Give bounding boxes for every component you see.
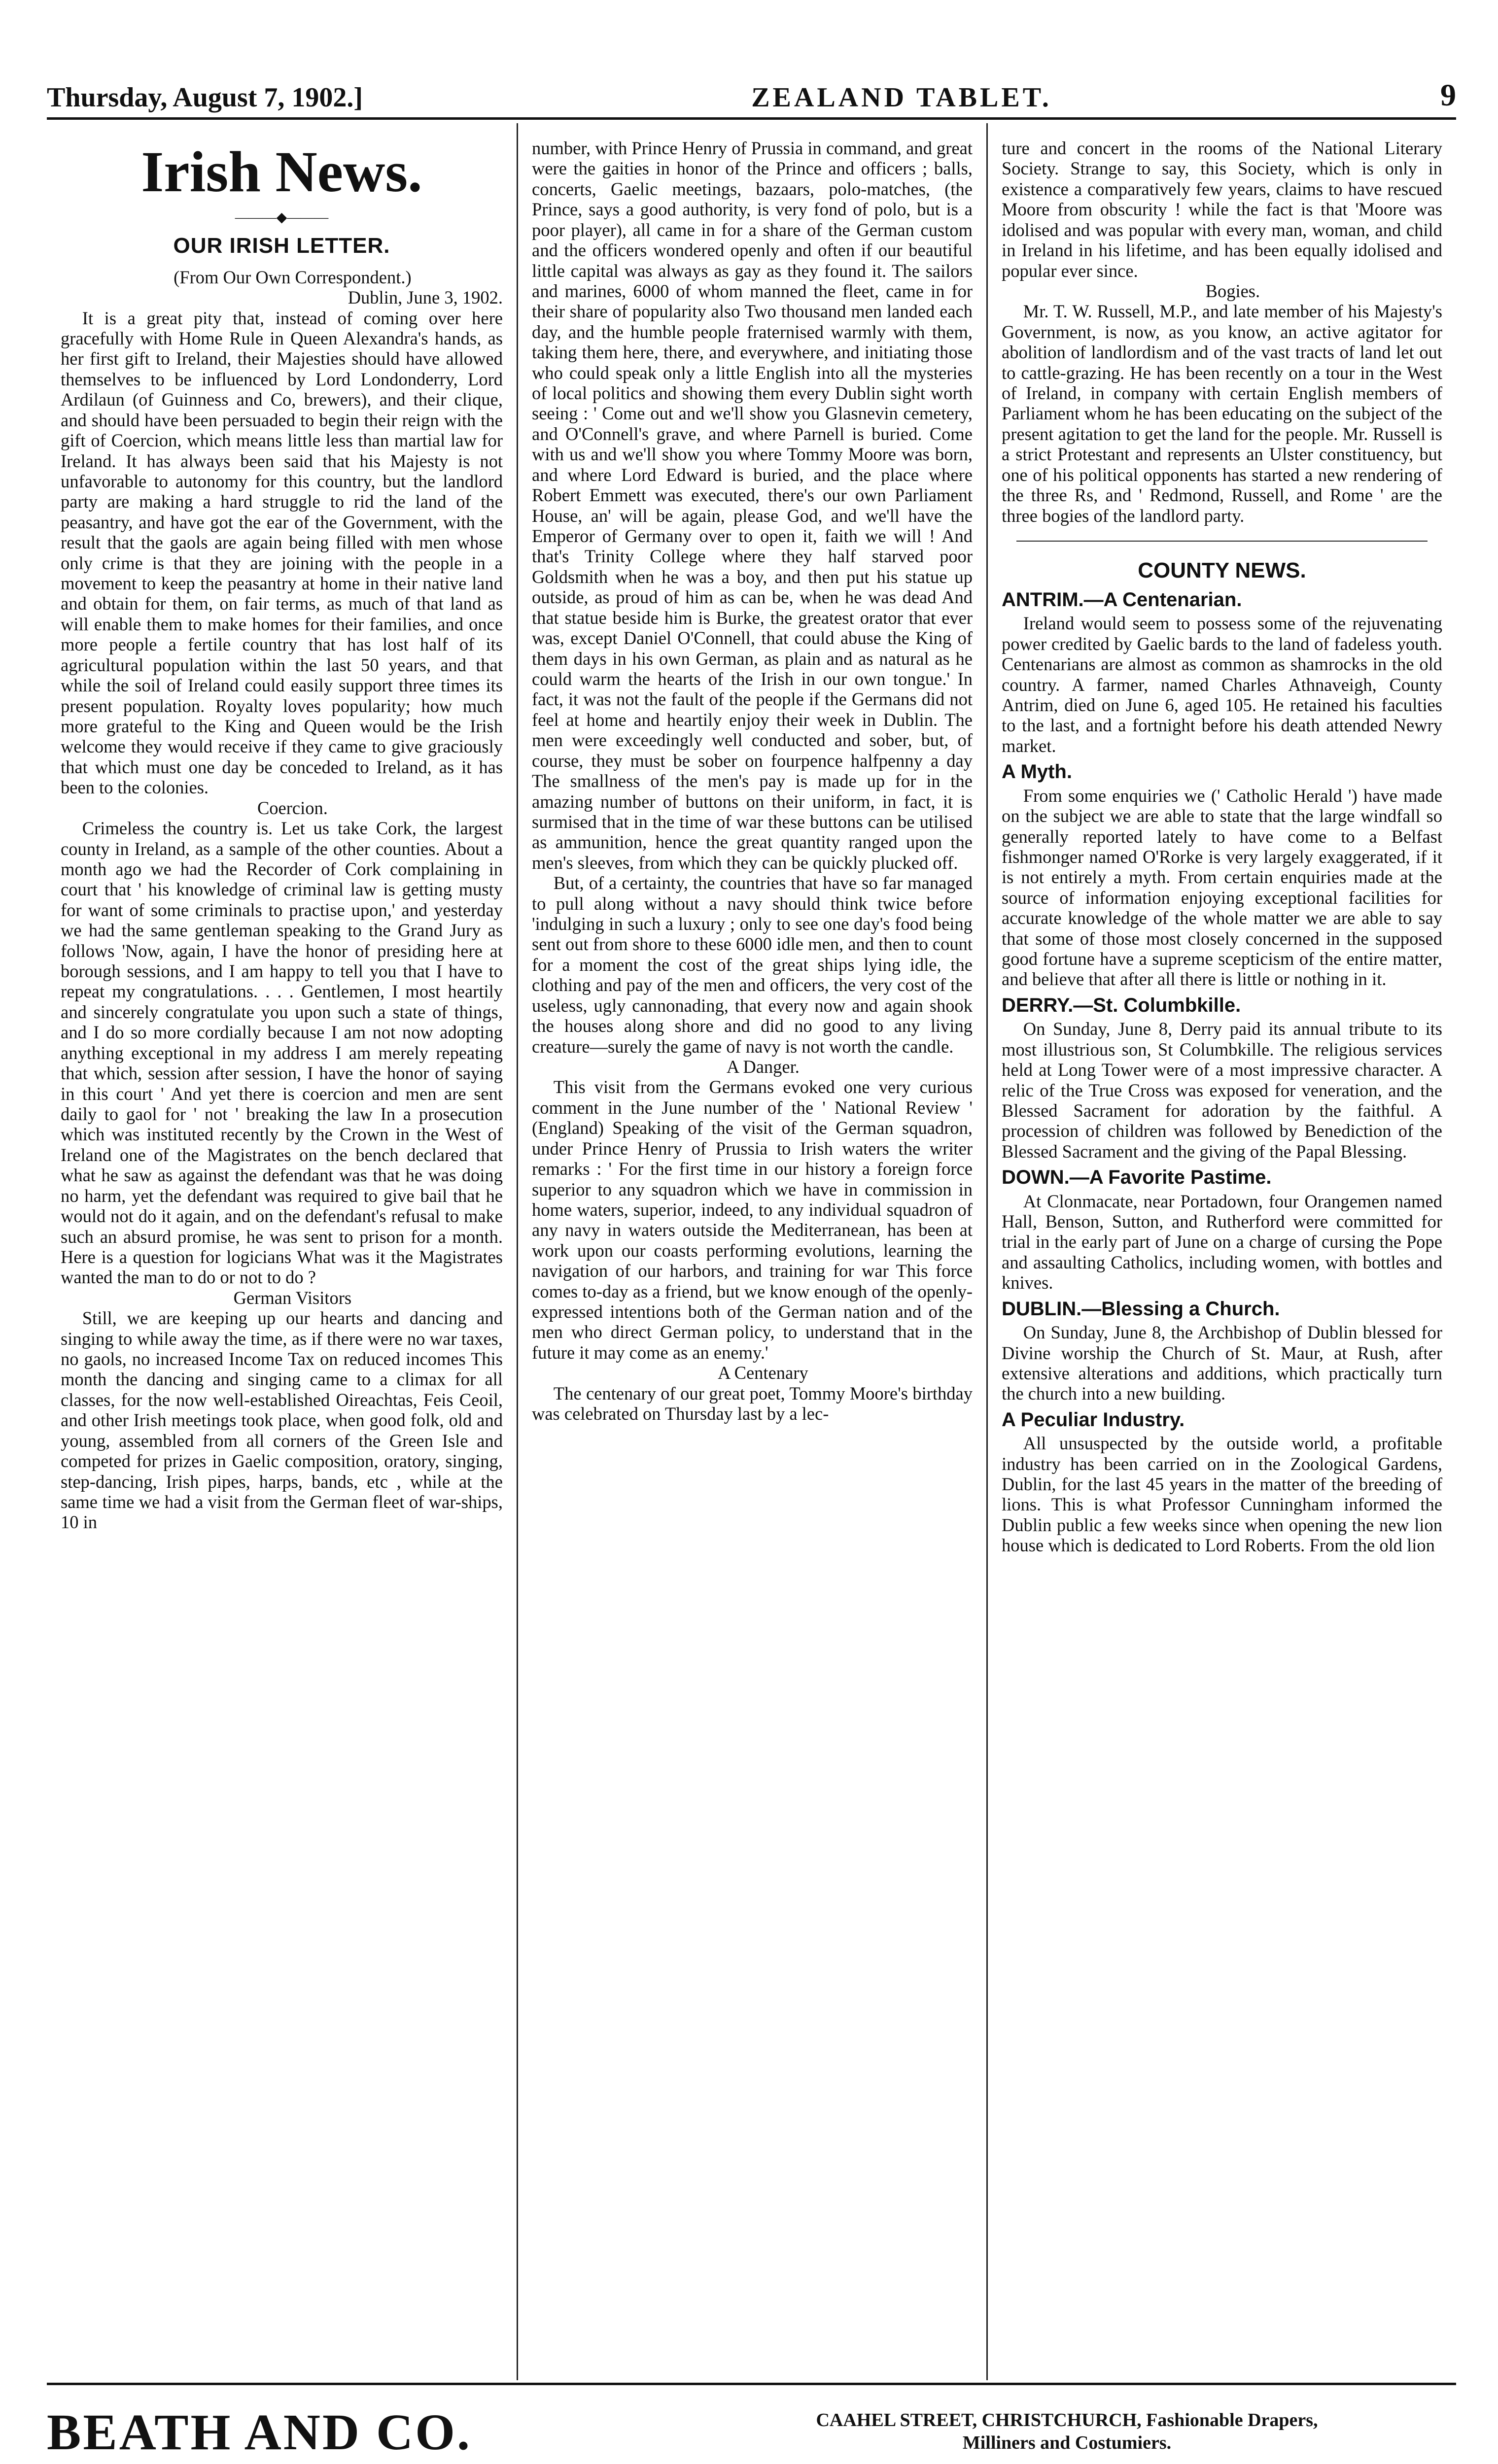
- column-2: [517, 123, 986, 2380]
- subheading: Coercion.: [257, 797, 328, 818]
- subheading: Bogies.: [1205, 280, 1260, 301]
- paragraph: Still, we are keeping up our hearts and dancing and singing to while away the time, as if there were no war taxes, no gaols, no increased Income Tax on reduced incomes This month the dancing and singing came to a climax for all classes, for the now well-established Oireachtas, Feis Ceoil, and other Irish meetings took place, when good folk, old and young, assembled from all corners of the Green Isle and competed for prizes in Gaelic composition, oratory, singing, step-dancing, Irish pipes, harps, bands, etc , while at the same time we had a visit from the German fleet of war-ships, 10 in: [61, 1308, 503, 1533]
- column-1: [47, 123, 517, 2380]
- issue-date: Thursday, August 7, 1902.]: [47, 82, 363, 113]
- news-heading: A Myth.: [1002, 761, 1072, 783]
- page-header: [47, 64, 1456, 113]
- column-3: [986, 123, 1456, 2380]
- advertiser-address: [678, 2409, 1456, 2454]
- subheading: A Danger.: [726, 1056, 800, 1077]
- paragraph: Ireland would seem to possess some of the rejuvenating power credited by Gaelic bards to the land of fadeless youth. Centenarians are almost as common as shamrocks in the old country. A farmer, named Charles Athnaveigh, County Antrim, died on June 6, aged 105. He retained his faculties to the last, and a fortnight before his death attended Newry market.: [1002, 613, 1442, 756]
- paragraph: All unsuspected by the outside world, a profitable industry has been carried on in the Zoological Gardens, Dublin, for the last 45 years in the matter of the breeding of lions. This is what Professor Cunningham informed the Dublin public a few weeks since when opening the new lion house which is dedicated to Lord Roberts. From the old lion: [1002, 1433, 1442, 1556]
- address-line: CAAHEL STREET, CHRISTCHURCH, Fashionable Drapers,: [816, 2410, 1318, 2431]
- subheading: A Centenary: [718, 1363, 808, 1383]
- ornament-divider: ———◆———: [235, 210, 329, 225]
- article-columns: [47, 123, 1456, 2380]
- paragraph: This visit from the Germans evoked one very curious comment in the June number of the ' National Review ' (England) Speaking of the visit of the German squadron, under Prince Henry of Prussia to Irish waters the writer remarks : ' For the first time in our history a foreign force superior to any squadron which we have in commission in home waters, superior, indeed, to any individual squadron of any navy in waters outside the Mediterranean, has been at work upon our coasts performing evolutions, learning the navigation of our harbors, and training for war This force comes to-day as a friend, but we know enough of the openly-expressed intentions both of the German nation and of the men who direct German policy, to understand that in the future it may come as an enemy.': [532, 1077, 973, 1363]
- paragraph: Crimeless the country is. Let us take Cork, the largest county in Ireland, as a sample of the other counties. About a month ago we had the Recorder of Cork complaining in court that ' his knowledge of criminal law is getting musty for want of some criminals to practise upon,' and yesterday we had the same gentleman speaking to the Grand Jury as follows 'Now, again, I have the honor of presiding here at borough sessions, and I am happy to tell you that I have to repeat my congratulations. . . . Gentlemen, I most heartily and sincerely congratulate you upon such a state of things, and I do so more cordially because I am not now adopting anything exceptional in my address I am merely repeating that which, session after session, I have the honor of saying in this court ' And yet there is coercion and men are sent daily to gaol for ' not ' breaking the law In a prosecution which was instituted recently by the Crown in the West of Ireland one of the Magistrates on the bench declared that what he saw as against the defendant was that he was doing no harm, yet the defendant was required to give bail that he would not do it again, and on the defendant's refusal to make such an absurd promise, he was sent to prison for a month. Here is a question for logicians What was it the Magistrates wanted the man to do or not to do ?: [61, 818, 503, 1288]
- newspaper-title: ZEALAND TABLET.: [751, 82, 1052, 113]
- advertisement-footer: [47, 2395, 1456, 2464]
- paragraph: Mr. T. W. Russell, M.P., and late member of his Majesty's Government, is now, as you know, an active agitator for abolition of landlordism and of the vast tracts of land let out to cattle-grazing. He has been recently on a tour in the West of Ireland, in company with certain English members of Parliament whom he has been educating on the subject of the present agitation to get the land for the people. Mr. Russell is a strict Protestant and represents an Ulster constituency, but one of his political opponents has started a new rendering of the three Rs, and ' Redmond, Russell, and Rome ' are the three bogies of the landlord party.: [1002, 301, 1442, 526]
- paragraph: On Sunday, June 8, the Archbishop of Dublin blessed for Divine worship the Church of St. Maur, at Rush, after extensive alterations and additions, which practically turn the church into a new building.: [1002, 1322, 1442, 1404]
- paragraph: On Sunday, June 8, Derry paid its annual tribute to its most illustrious son, St Columbkille. The religious services held at Long Tower were of a most impressive character. A relic of the True Cross was exposed for veneration, and the Blessed Sacrament for adoration by the faithful. A procession of children was followed by Benediction of the Blessed Sacrament and the giving of the Papal Blessing.: [1002, 1019, 1442, 1162]
- dateline: Dublin, June 3, 1902.: [348, 287, 503, 308]
- paragraph: ture and concert in the rooms of the National Literary Society. Strange to say, this Society, which is only in existence a comparatively few years, claims to have rescued Moore from obscurity ! while the fact is that 'Moore was idolised and was popular with every man, woman, and child in Ireland in his lifetime, and has been equally idolised and popular ever since.: [1002, 138, 1442, 281]
- address-line: Milliners and Costumiers.: [962, 2432, 1172, 2453]
- article-title: OUR IRISH LETTER.: [173, 233, 390, 258]
- paragraph: But, of a certainty, the countries that have so far managed to pull along without a navy should think twice before 'indulging in such a luxury ; only to see one day's food being sent out from shore to these 6000 idle men, and then to count for a moment the cost of the great ships lying idle, the clothing and pay of the men and officers, the very cost of the useless, ugly cannonading, that every now and again shook the houses along shore and did no good to any living creature—surely the game of navy is not worth the candle.: [532, 873, 973, 1057]
- paragraph: From some enquiries we (' Catholic Herald ') have made on the subject we are able to state that the large windfall so generally reported lately to have come to a Belfast fishmonger named O'Rorke is very largely exaggerated, if it is not entirely a myth. From certain enquiries made at the source of information enjoying exceptional facilities for accurate knowledge of the whole matter we are able to say that some of those most closely concerned in the supposed good fortune have a supreme scepticism of the entire matter, and believe that after all there is little or nothing in it.: [1002, 785, 1442, 990]
- header-rule: [47, 117, 1456, 120]
- byline: (From Our Own Correspondent.): [174, 267, 412, 287]
- page-number: 9: [1440, 77, 1456, 112]
- paragraph: At Clonmacate, near Portadown, four Orangemen named Hall, Benson, Sutton, and Rutherford were committed for trial in the early part of June on a charge of cursing the Pope and assaulting Catholics, including women, with bottles and knives.: [1002, 1191, 1442, 1293]
- section-rule: [1016, 541, 1428, 542]
- advertiser-name: BEATH AND CO.: [47, 2403, 472, 2461]
- news-heading: DERRY.—St. Columbkille.: [1002, 994, 1241, 1016]
- section-masthead: Irish News.: [141, 139, 422, 204]
- news-heading: A Peculiar Industry.: [1002, 1408, 1185, 1431]
- subheading: German Visitors: [233, 1287, 352, 1308]
- paragraph: The centenary of our great poet, Tommy Moore's birthday was celebrated on Thursday last by a lec-: [532, 1383, 973, 1424]
- footer-rule: [47, 2383, 1456, 2385]
- news-heading: DOWN.—A Favorite Pastime.: [1002, 1166, 1272, 1189]
- county-news-title: COUNTY NEWS.: [1138, 558, 1306, 583]
- paragraph: number, with Prince Henry of Prussia in command, and great were the gaities in honor of the Prince and officers ; balls, concerts, Gaelic meetings, bazaars, polo-matches, (the Prince, says a good authority, is very fond of polo, but is a poor player), all came in for a share of the German custom and the officers wondered openly and often if our beautiful little capital was always as gay as they found it. The sailors and marines, 6000 of whom manned the fleet, came in for their share of popularity also Two thousand men landed each day, and the humble people fraternised warmly with them, taking them here, there, and everywhere, and initiating those who could speak only a little English into all the mysteries of local politics and showing them every Dublin sight worth seeing : ' Come out and we'll show you Glasnevin cemetery, and O'Connell's grave, and where Parnell is buried. Come with us and we'll show you where Tommy Moore was born, and where Lord Edward is buried, and the place where Robert Emmett was executed, there's our own Parliament House, an' will be again, please God, and we'll have the Emperor of Germany over to open it, faith we will ! And that's Trinity College where they half starved poor Goldsmith when he was a boy, and then put his statue up outside, as proud of him as can be, when he was dead And that statue beside him is Burke, the greatest orator that ever was, except Daniel O'Connell, that could abuse the King of them days in his own German, as plain and as natural as he could warm the hearts of the Irish in our own tongue.' In fact, it was not the fault of the people if the Germans did not feel at home and heartily enjoy their week in Dublin. The men were exceedingly well conducted and sober, but, of course, they must be sober on fourpence halfpenny a day The smallness of the men's pay is made up for in the amazing number of buttons on their uniform, in fact, it is surmised that in the time of war these buttons can be utilised as ammunition, hence the great quantity ranged upon the men's sleeves, from which they can be quickly plucked off.: [532, 138, 973, 873]
- news-heading: ANTRIM.—A Centenarian.: [1002, 588, 1242, 611]
- news-heading: DUBLIN.—Blessing a Church.: [1002, 1298, 1280, 1320]
- paragraph: It is a great pity that, instead of coming over here gracefully with Home Rule in Queen Alexandra's hands, as her first gift to Ireland, their Majesties should have allowed themselves to be influenced by Lord Londonderry, Lord Ardilaun (of Guinness and Co, brewers), and their clique, and should have been persuaded to begin their reign with the gift of Coercion, which means little less than martial law for Ireland. It has always been said that his Majesty is not unfavorable to autonomy for this country, but the landlord party are making a hard struggle to rid the land of the peasantry, and have got the ear of the Government, with the result that the gaols are again being filled with men whose only crime is that they are joining with the people in a movement to keep the peasantry at home in their native land and obtain for them, on fair terms, as much of that land as will enable them to make homes for their families, and once more people a fertile country that has lost half of its agricultural population within the last 50 years, and that while the soil of Ireland could easily support three times its present population. Royalty loves popularity; how much more grateful to the King and Queen would be the Irish welcome they would receive if they came to give graciously that which must one day be conceded to Ireland, as it has been to the colonies.: [61, 308, 503, 798]
